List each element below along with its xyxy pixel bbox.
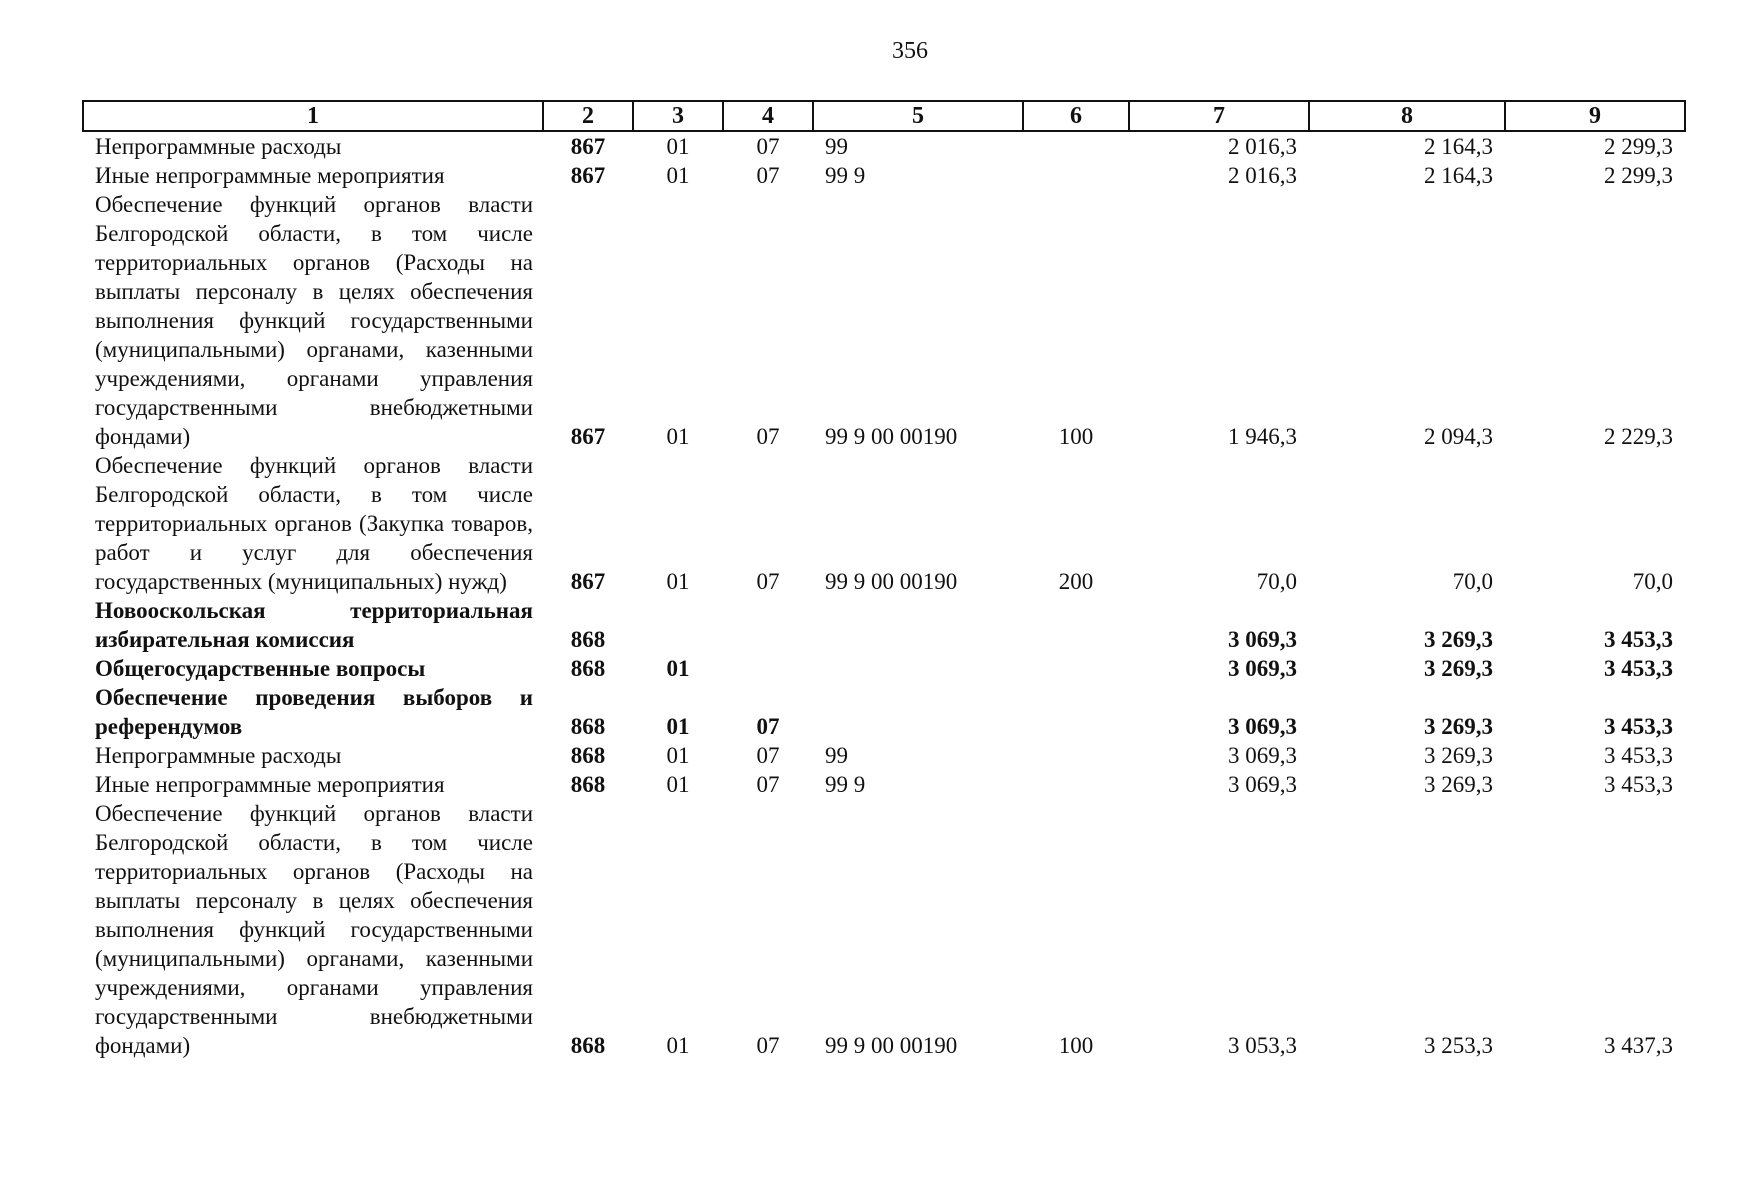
row-amount-col8: 70,0 [1452, 569, 1493, 594]
table-row [83, 799, 1685, 1060]
row-amount-col8: 3 269,3 [1424, 656, 1493, 681]
page-number: 356 [892, 38, 928, 64]
table-header-row [83, 101, 1685, 131]
row-admin-code: 867 [570, 424, 606, 449]
budget-table [82, 100, 1686, 1060]
row-target-article: 99 9 00 00190 [825, 569, 958, 594]
row-admin-code: 868 [570, 714, 606, 739]
row-amount-col9: 2 299,3 [1604, 163, 1673, 188]
row-target-article [813, 654, 1023, 683]
row-section: 01 [666, 1033, 690, 1058]
row-name: Новооскольская территориальная избирательная комиссия [95, 598, 533, 652]
row-name: Общегосударственные вопросы [95, 656, 426, 681]
table-row [83, 596, 1685, 654]
row-section: 01 [666, 743, 690, 768]
row-section: 01 [666, 772, 690, 797]
column-header-9: 9 [1505, 101, 1685, 131]
row-expense-type [1023, 654, 1129, 683]
row-name: Непрограммные расходы [95, 743, 342, 768]
row-target-article [813, 683, 1023, 741]
row-admin-code: 868 [570, 627, 606, 652]
row-expense-type [1023, 770, 1129, 799]
row-target-article [813, 596, 1023, 654]
row-subsection [723, 596, 813, 654]
row-admin-code: 868 [570, 772, 606, 797]
row-amount-col8: 2 164,3 [1424, 163, 1493, 188]
row-amount-col8: 2 094,3 [1424, 424, 1493, 449]
row-expense-type: 100 [1058, 1033, 1094, 1058]
table-row [83, 161, 1685, 190]
row-subsection: 07 [756, 772, 780, 797]
row-name: Обеспечение функций органов власти Белгородской области, в том числе территориальных органов (Закупка товаров, работ и услуг для обеспечения государственных (муниципальных) нужд) [95, 453, 533, 594]
column-header-7: 7 [1129, 101, 1309, 131]
row-admin-code: 867 [570, 569, 606, 594]
table-row [83, 451, 1685, 596]
column-header-6: 6 [1023, 101, 1129, 131]
row-amount-col8: 3 269,3 [1424, 627, 1493, 652]
column-header-1: 1 [83, 101, 543, 131]
row-amount-col7: 3 069,3 [1228, 714, 1297, 739]
row-name: Иные непрограммные мероприятия [95, 163, 445, 188]
row-section [633, 596, 723, 654]
row-subsection: 07 [756, 163, 780, 188]
table-row [83, 654, 1685, 683]
column-header-3: 3 [633, 101, 723, 131]
row-amount-col7: 70,0 [1256, 569, 1297, 594]
row-amount-col9: 2 229,3 [1604, 424, 1673, 449]
row-amount-col7: 3 069,3 [1228, 743, 1297, 768]
row-target-article: 99 9 [825, 772, 866, 797]
table-row [83, 131, 1685, 161]
row-expense-type: 100 [1058, 424, 1094, 449]
row-amount-col8: 3 269,3 [1424, 743, 1493, 768]
row-subsection: 07 [756, 743, 780, 768]
row-expense-type [1023, 161, 1129, 190]
row-expense-type [1023, 596, 1129, 654]
column-header-4: 4 [723, 101, 813, 131]
row-admin-code: 868 [570, 656, 606, 681]
table-row [83, 190, 1685, 451]
row-amount-col7: 2 016,3 [1228, 163, 1297, 188]
row-admin-code: 868 [570, 1033, 606, 1058]
row-subsection: 07 [756, 569, 780, 594]
table-row [83, 683, 1685, 741]
row-amount-col8: 2 164,3 [1424, 134, 1493, 159]
row-name: Обеспечение проведения выборов и референдумов [95, 685, 533, 739]
row-name: Непрограммные расходы [95, 134, 342, 159]
row-admin-code: 867 [570, 134, 606, 159]
row-section: 01 [666, 714, 690, 739]
row-subsection: 07 [756, 1033, 780, 1058]
row-name: Иные непрограммные мероприятия [95, 772, 445, 797]
row-target-article: 99 9 00 00190 [825, 424, 958, 449]
row-amount-col9: 3 453,3 [1604, 743, 1673, 768]
row-section: 01 [666, 424, 690, 449]
row-subsection: 07 [756, 134, 780, 159]
table-body [83, 131, 1685, 1060]
row-section: 01 [666, 656, 690, 681]
row-subsection [723, 654, 813, 683]
column-header-8: 8 [1309, 101, 1505, 131]
column-header-2: 2 [543, 101, 633, 131]
row-subsection: 07 [756, 424, 780, 449]
row-amount-col9: 3 453,3 [1604, 656, 1673, 681]
row-amount-col7: 3 069,3 [1228, 772, 1297, 797]
row-amount-col9: 3 453,3 [1604, 627, 1673, 652]
table-row [83, 770, 1685, 799]
row-name: Обеспечение функций органов власти Белгородской области, в том числе территориальных органов (Расходы на выплаты персоналу в целях обеспечения выполнения функций государственными (муниципальными) органами, казенными учреждениями, органами управления государственными внебюджетными фондами) [95, 192, 533, 449]
row-amount-col9: 70,0 [1632, 569, 1673, 594]
row-amount-col7: 3 053,3 [1228, 1033, 1297, 1058]
row-section: 01 [666, 134, 690, 159]
row-target-article: 99 [825, 743, 848, 768]
row-amount-col8: 3 253,3 [1424, 1033, 1493, 1058]
row-target-article: 99 [825, 134, 848, 159]
row-target-article: 99 9 [825, 163, 866, 188]
row-expense-type: 200 [1058, 569, 1094, 594]
row-subsection: 07 [756, 714, 780, 739]
row-amount-col8: 3 269,3 [1424, 714, 1493, 739]
row-expense-type [1023, 741, 1129, 770]
row-target-article: 99 9 00 00190 [825, 1033, 958, 1058]
row-section: 01 [666, 163, 690, 188]
row-amount-col8: 3 269,3 [1424, 772, 1493, 797]
row-amount-col9: 3 453,3 [1604, 714, 1673, 739]
row-amount-col7: 2 016,3 [1228, 134, 1297, 159]
table-row [83, 741, 1685, 770]
row-amount-col9: 2 299,3 [1604, 134, 1673, 159]
row-amount-col7: 3 069,3 [1228, 656, 1297, 681]
row-amount-col7: 1 946,3 [1228, 424, 1297, 449]
row-name: Обеспечение функций органов власти Белгородской области, в том числе территориальных органов (Расходы на выплаты персоналу в целях обеспечения выполнения функций государственными (муниципальными) органами, казенными учреждениями, органами управления государственными внебюджетными фондами) [95, 801, 533, 1058]
row-admin-code: 868 [570, 743, 606, 768]
row-admin-code: 867 [570, 163, 606, 188]
row-expense-type [1023, 131, 1129, 161]
row-section: 01 [666, 569, 690, 594]
row-expense-type [1023, 683, 1129, 741]
row-amount-col9: 3 437,3 [1604, 1033, 1673, 1058]
row-amount-col9: 3 453,3 [1604, 772, 1673, 797]
row-amount-col7: 3 069,3 [1228, 627, 1297, 652]
column-header-5: 5 [813, 101, 1023, 131]
